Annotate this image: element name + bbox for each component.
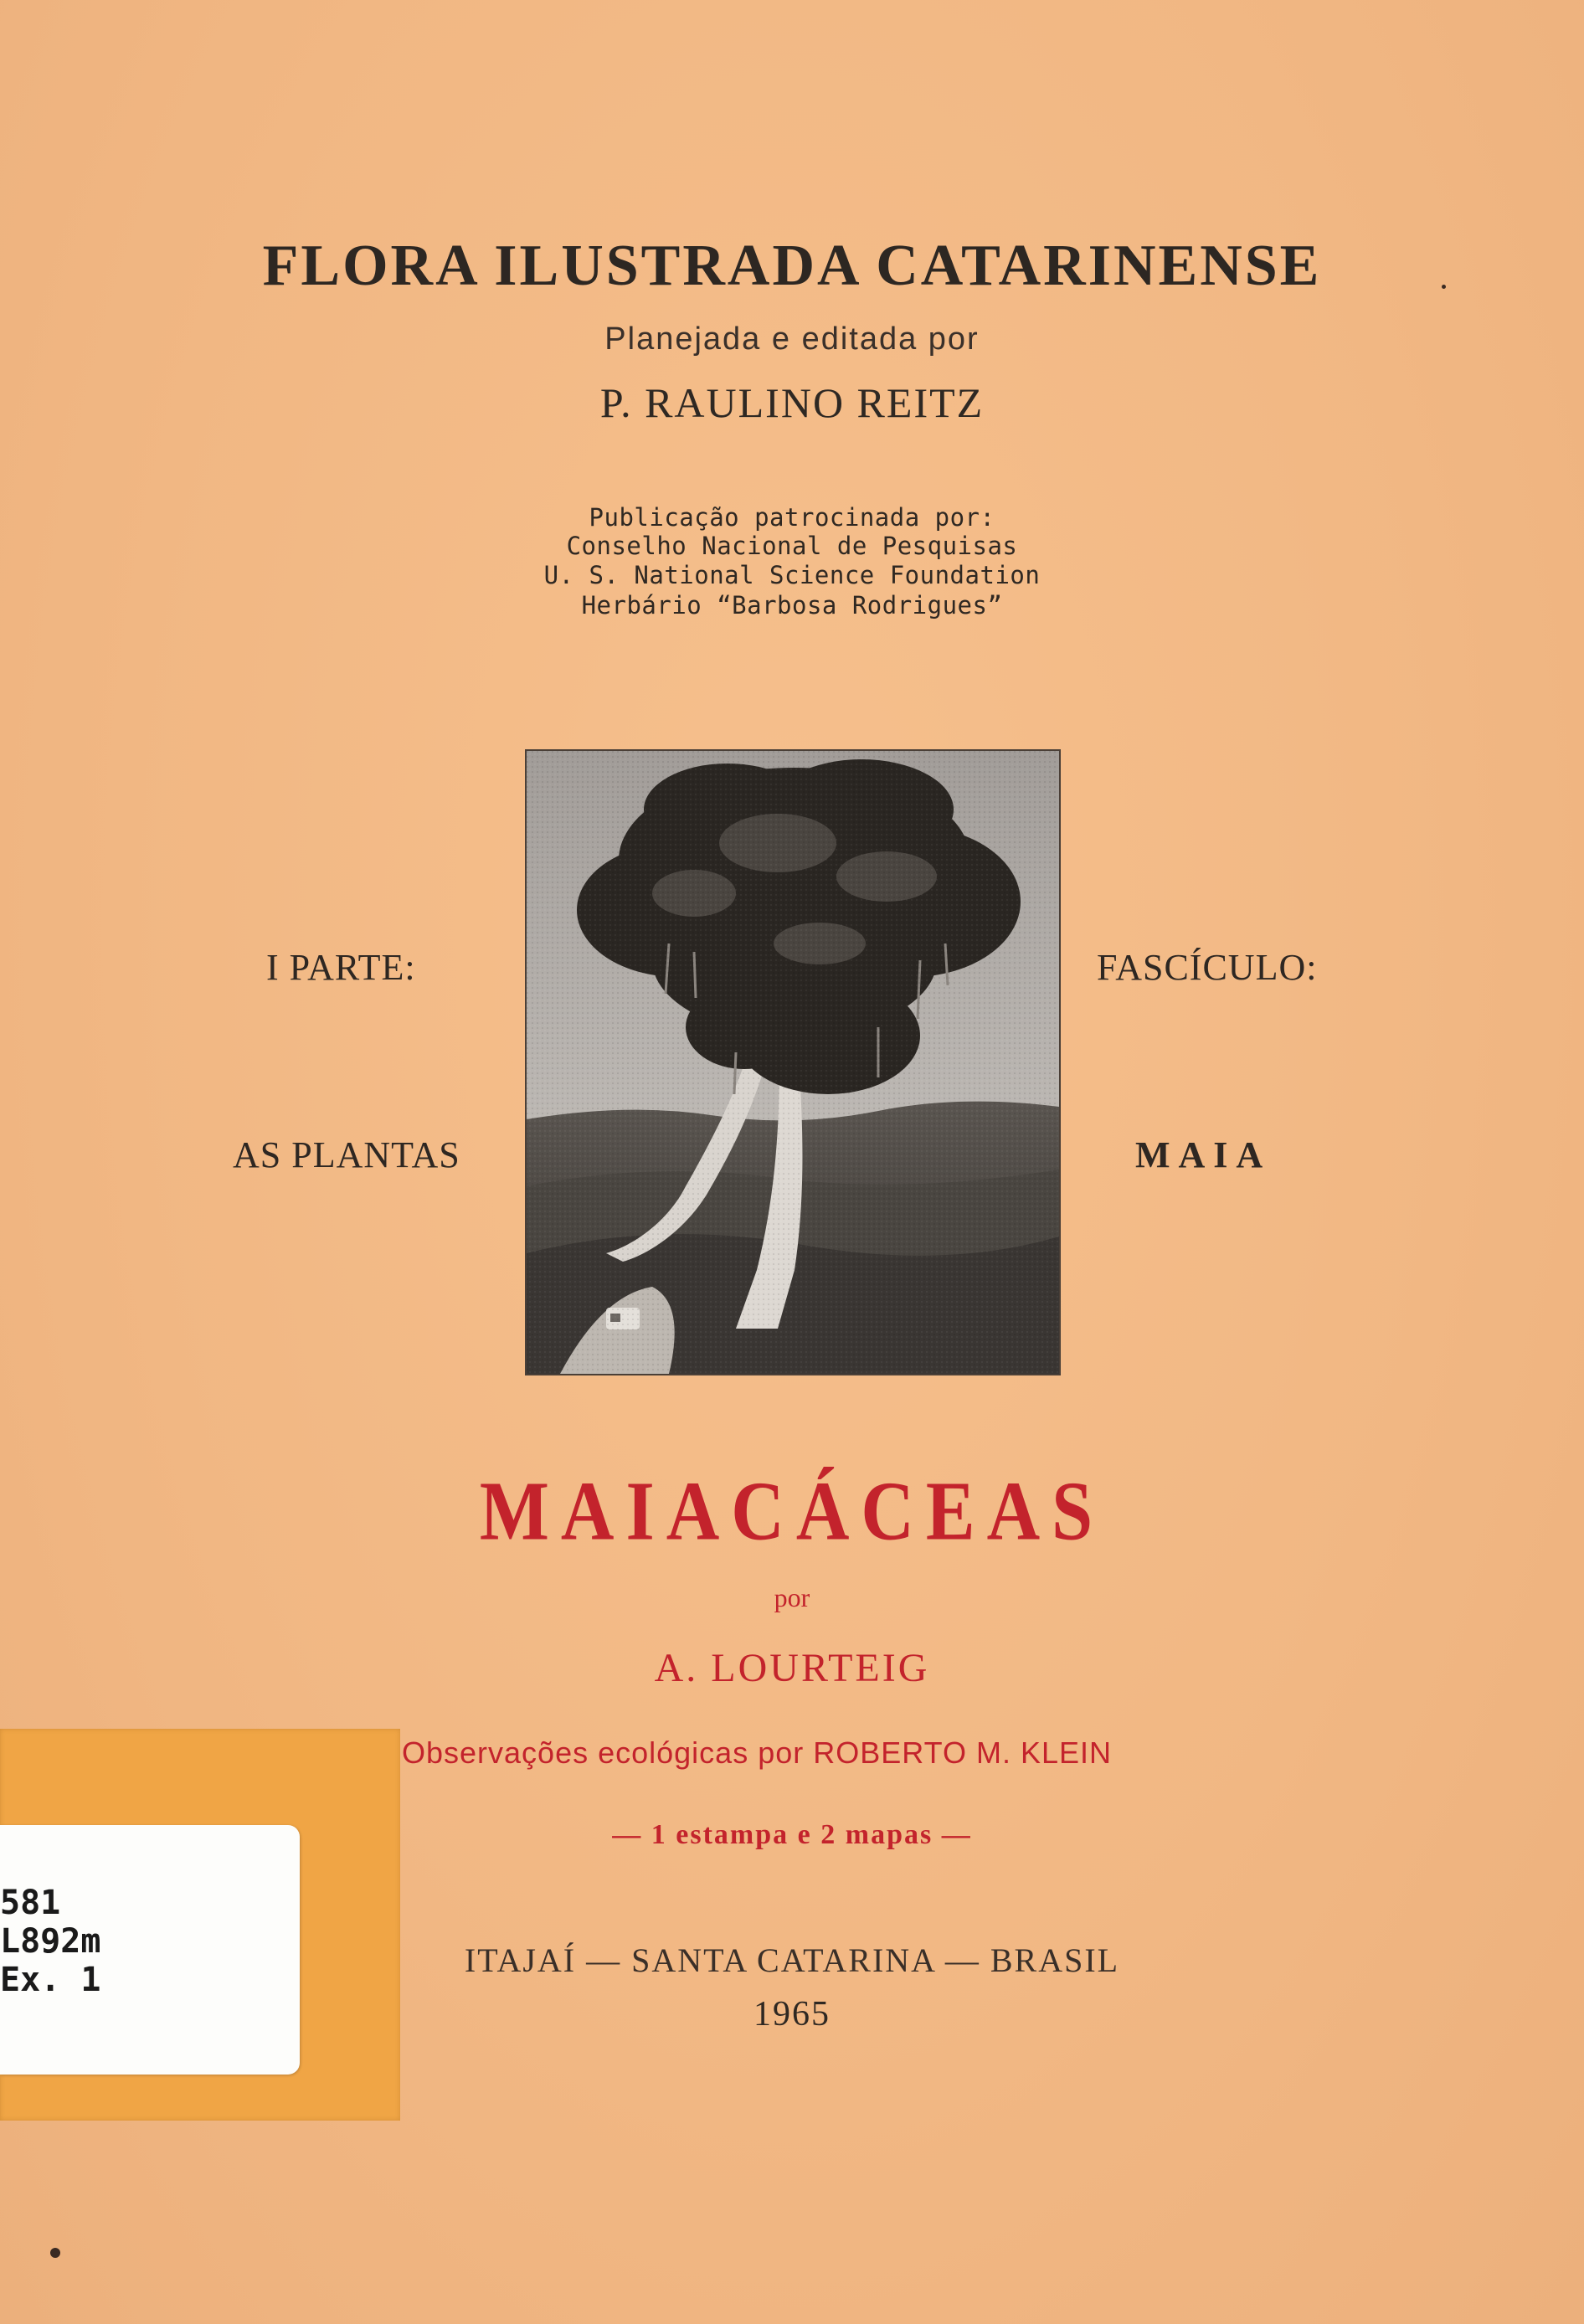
call-number-class: 581 xyxy=(0,1884,61,1922)
fascicle-label: FASCÍCULO: xyxy=(1097,947,1318,988)
fascicle-value: MAIA xyxy=(1135,1134,1272,1175)
plates-maps-note: — 1 estampa e 2 mapas — xyxy=(612,1819,972,1850)
main-title: MAIACÁCEAS xyxy=(479,1464,1105,1559)
paper-speck xyxy=(50,2248,60,2258)
call-number-copy: Ex. 1 xyxy=(0,1961,101,1999)
sponsor-line: Conselho Nacional de Pesquisas xyxy=(566,532,1018,560)
publication-place: ITAJAÍ — SANTA CATARINA — BRASIL xyxy=(464,1941,1120,1979)
sponsor-line: Herbário “Barbosa Rodrigues” xyxy=(581,591,1003,620)
by-word: por xyxy=(774,1582,810,1612)
editor-name: P. RAULINO REITZ xyxy=(599,379,985,426)
part-value: AS PLANTAS xyxy=(233,1134,460,1175)
tree-photo xyxy=(525,749,1061,1375)
publication-year: 1965 xyxy=(753,1995,831,2034)
series-title: FLORA ILUSTRADA CATARINENSE xyxy=(262,234,1322,298)
sponsor-heading: Publicação patrocinada por: xyxy=(589,503,995,532)
paper-speck xyxy=(1442,285,1446,289)
call-number-cutter: L892m xyxy=(0,1922,101,1961)
ecological-notes: Observações ecológicas por ROBERTO M. KLEIN xyxy=(402,1735,1112,1770)
sponsor-line: U. S. National Science Foundation xyxy=(543,561,1041,589)
author-name: A. LOURTEIG xyxy=(654,1646,930,1690)
planned-by-text: Planejada e editada por xyxy=(604,321,980,357)
part-label: I PARTE: xyxy=(266,947,416,988)
